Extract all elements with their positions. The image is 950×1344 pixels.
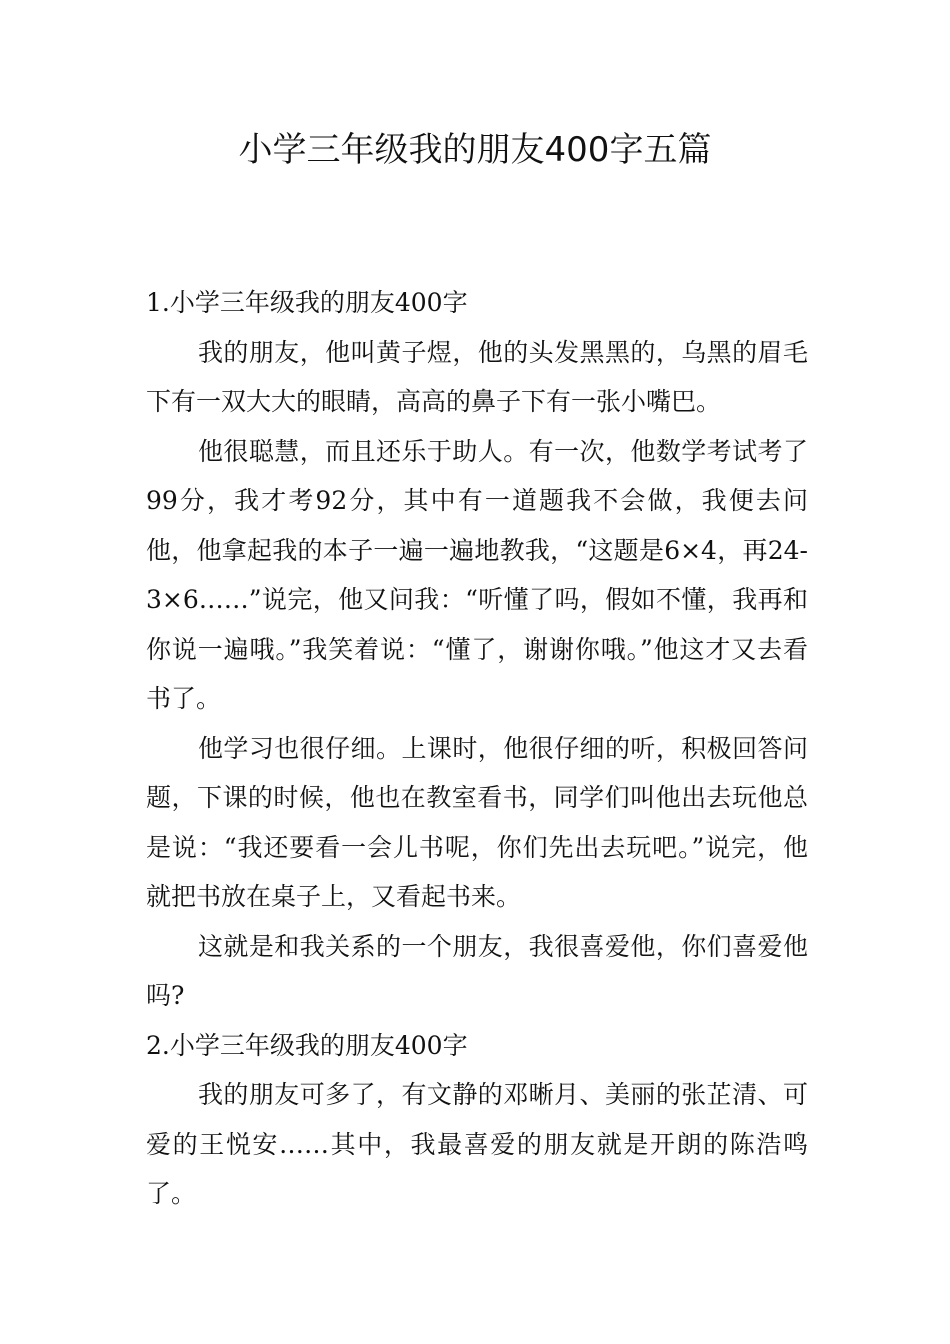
paragraph: 这就是和我关系的一个朋友，我很喜爱他，你们喜爱他吗? (146, 931, 808, 1010)
essay-section-1 (146, 278, 808, 1021)
paragraph: 他学习也很仔细。上课时，他很仔细的听，积极回答问题，下课的时候，他也在教室看书，同学们叫他出去玩他总是说：“我还要看一会儿书呢，你们先出去玩吧。”说完，他就把书放在桌子上，又看起书来。 (146, 733, 808, 911)
paragraph: 我的朋友，他叫黄子煜，他的头发黑黑的，乌黑的眉毛下有一双大大的眼睛，高高的鼻子下有一张小嘴巴。 (146, 337, 808, 416)
paragraph: 我的朋友可多了，有文静的邓晰月、美丽的张芷清、可爱的王悦安……其中，我最喜爱的朋友就是开朗的陈浩鸣了。 (146, 1080, 808, 1208)
section-heading: 1.小学三年级我的朋友400字 (146, 288, 468, 317)
section-heading: 2.小学三年级我的朋友400字 (146, 1030, 468, 1060)
document-body (146, 278, 808, 1219)
essay-section-2 (146, 1021, 808, 1219)
paragraph: 他很聪慧，而且还乐于助人。有一次，他数学考试考了99分，我才考92分，其中有一道题我不会做，我便去问他，他拿起我的本子一遍一遍地教我，“这题是6×4，再24-3×6……”说完，他又问我：“听懂了吗，假如不懂，我再和你说一遍哦。”我笑着说：“懂了，谢谢你哦。”他这才又去看书了。 (146, 436, 808, 713)
document-title: 小学三年级我的朋友400字五篇 (238, 130, 712, 170)
